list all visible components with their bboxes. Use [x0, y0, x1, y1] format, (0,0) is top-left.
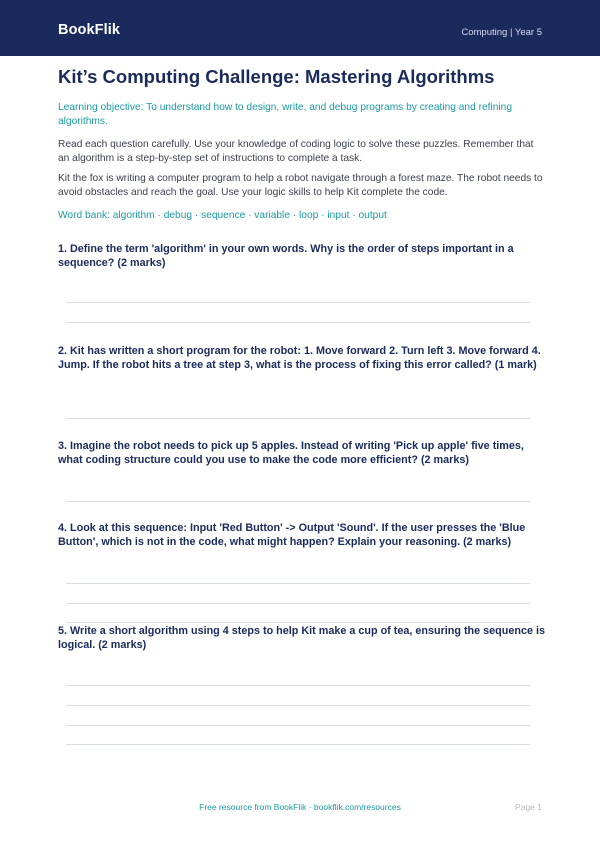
answer-line[interactable]: [66, 603, 530, 604]
answer-line[interactable]: [66, 685, 530, 686]
page-header: [0, 0, 600, 56]
footer-resource-link[interactable]: Free resource from BookFlik · bookflik.com/resources: [199, 802, 401, 812]
question-3: 3. Imagine the robot needs to pick up 5 apples. Instead of writing 'Pick up apple' five times, what coding structure could you use to make the code more efficient? (2 marks): [58, 440, 524, 467]
word-bank: Word bank: algorithm · debug · sequence · variable · loop · input · output: [58, 210, 387, 221]
question-5: 5. Write a short algorithm using 4 steps to help Kit make a cup of tea, ensuring the sequence is logical. (2 marks): [58, 625, 545, 652]
question-4: 4. Look at this sequence: Input 'Red Button' -> Output 'Sound'. If the user presses the 'Blue Button', which is not in the code, what might happen? Explain your reasoning. (2 marks): [58, 522, 526, 549]
answer-line[interactable]: [66, 583, 530, 584]
intro-paragraph-2: Kit the fox is writing a computer program to help a robot navigate through a forest maze. The robot needs to avoid obstacles and reach the goal. Use your logic skills to help Kit complete the code.: [58, 173, 543, 198]
answer-line[interactable]: [66, 501, 530, 502]
page-title: Kit’s Computing Challenge: Mastering Algorithms: [58, 66, 495, 87]
answer-line[interactable]: [66, 322, 530, 323]
subject-year-label: Computing | Year 5: [461, 27, 542, 38]
learning-objective: Learning objective: To understand how to design, write, and debug programs by creating and refining algorithms.: [58, 102, 513, 127]
page-number: Page 1: [515, 802, 542, 812]
question-2: 2. Kit has written a short program for the robot: 1. Move forward 2. Turn left 3. Move forward 4. Jump. If the robot hits a tree at step 3, what is the process of fixing this error called? (1 mark): [58, 345, 541, 372]
question-1: 1. Define the term 'algorithm' in your own words. Why is the order of steps important in a sequence? (2 marks): [58, 243, 514, 270]
intro-paragraph-1: Read each question carefully. Use your knowledge of coding logic to solve these puzzles. Remember that an algorithm is a step-by-step set of instructions to complete a task.: [58, 139, 534, 164]
answer-line[interactable]: [66, 744, 530, 745]
answer-line[interactable]: [66, 725, 530, 726]
answer-line[interactable]: [66, 418, 530, 419]
answer-line[interactable]: [66, 302, 530, 303]
brand-logo: BookFlik: [58, 22, 121, 38]
answer-line[interactable]: [66, 622, 530, 623]
answer-line[interactable]: [66, 705, 530, 706]
